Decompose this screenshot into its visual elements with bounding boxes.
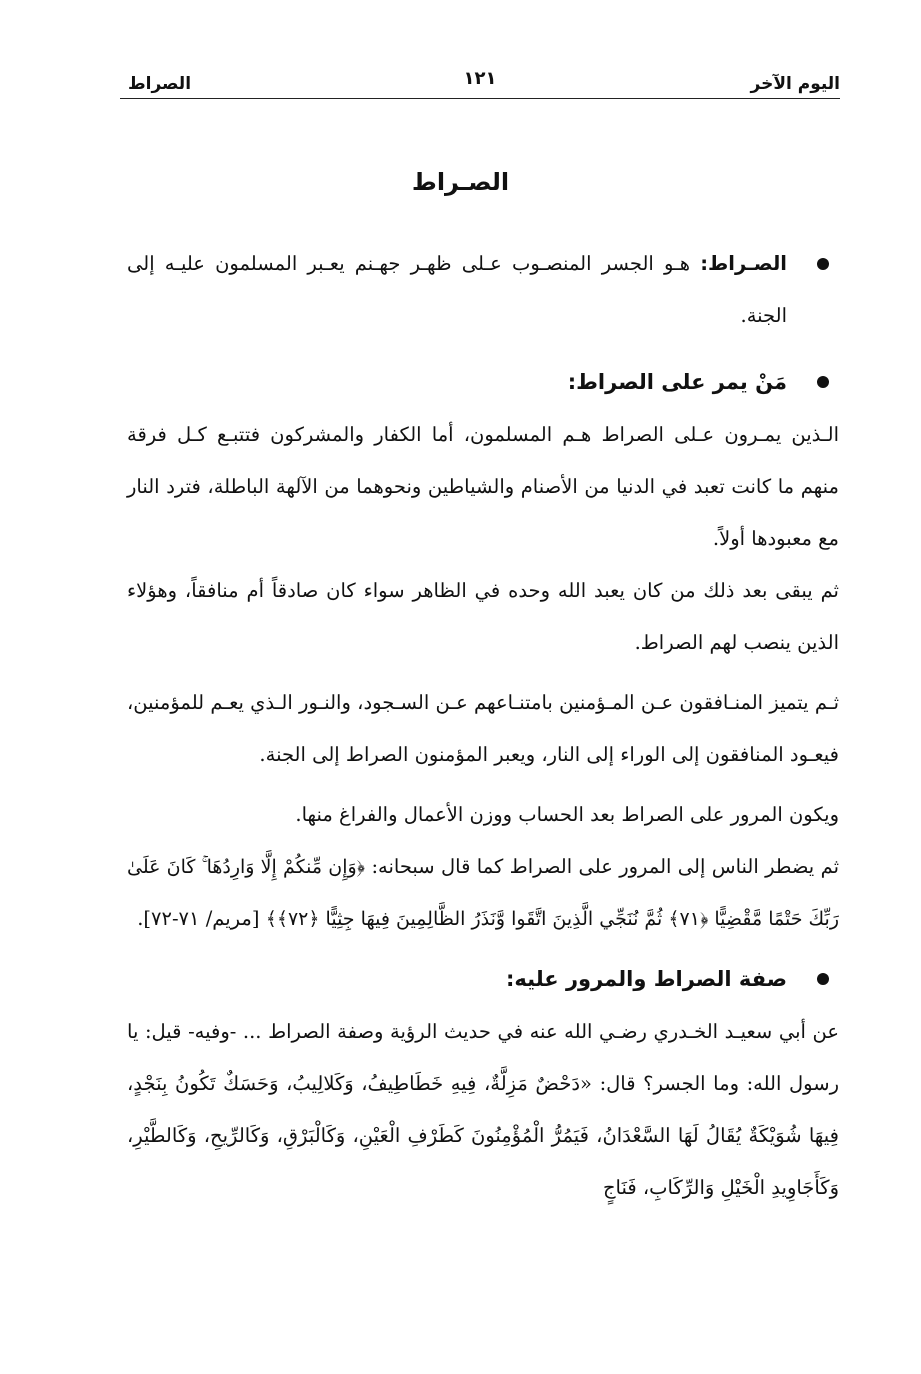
definition-item: [127, 238, 839, 342]
definition-text: هـو الجسر المنصـوب عـلى ظهـر جهـنم يعـبر المسلمون عليـه إلى الجنة.: [127, 252, 787, 327]
bullet-icon: [817, 258, 829, 270]
who-passes-heading-item: [127, 356, 839, 409]
paragraph-1: الـذين يمـرون عـلى الصراط هـم المسلمون، أما الكفار والمشركون فتتبـع كـل فرقة منهم ما كانت تعبد في الدنيا من الأصنام والشياطين ونحوهما من الآلهة الباطلة، فترد النار مع معبودها أولاً.: [127, 423, 839, 550]
quran-reference: [مريم/ ٧١-٧٢].: [137, 907, 266, 930]
who-passes-heading: مَنْ يمر على الصراط:: [567, 370, 787, 394]
page-title: الصـراط: [411, 168, 510, 196]
paragraph-5: [127, 841, 839, 945]
main-content: [127, 238, 839, 1214]
running-header: [120, 68, 840, 99]
bullet-icon: [817, 376, 829, 388]
page-number: ١٢١: [463, 68, 497, 89]
paragraph-3: ثـم يتميز المنـافقون عـن المـؤمنين بامتنـاعهم عـن السـجود، والنـور الـذي يعـم للمؤمنين، فيعـود المنافقون إلى الوراء إلى النار، ويعبر المؤمنون الصراط إلى الجنة.: [127, 691, 839, 766]
chapter-title: الصراط: [128, 74, 192, 94]
description-heading: صفة الصراط والمرور عليه:: [506, 967, 787, 991]
book-title: اليوم الآخر: [750, 74, 840, 94]
bullet-icon: [817, 973, 829, 985]
definition-term: الصـراط:: [700, 252, 787, 275]
description-heading-item: [127, 953, 839, 1006]
hadith-paragraph: عن أبي سعيـد الخـدري رضـي الله عنه في حديث الرؤية وصفة الصراط ... -وفيه- قيل: يا رسول الله: وما الجسر؟ قال: «دَحْضٌ مَزِلَّةٌ، فِيهِ خَطَاطِيفُ، وَكَلالِيبُ، وَحَسَكٌ تَكُونُ بِنَجْدٍ، فِيهَا شُوَيْكَةٌ يُقَالُ لَهَا السَّعْدَانُ، فَيَمُرُّ الْمُؤْمِنُونَ كَطَرْفِ الْعَيْنِ، وَكَالْبَرْقِ، وَكَالرِّيحِ، وَكَالطَّيْرِ، وَكَأَجَاوِيدِ الْخَيْلِ وَالرِّكَابِ، فَنَاجٍ: [127, 1020, 839, 1199]
paragraph-2: ثم يبقى بعد ذلك من كان يعبد الله وحده في الظاهر سواء كان صادقاً أم منافقاً، وهؤلاء الذين ينصب لهم الصراط.: [127, 579, 839, 654]
quran-verse: ﴿وَإِن مِّنكُمْ إِلَّا وَارِدُهَا ۚ كَانَ عَلَىٰ رَبِّكَ حَتْمًا مَّقْضِيًّا ﴿٧١﴾ ثُمَّ نُنَجِّي الَّذِينَ اتَّقَوا وَّنَذَرُ الظَّالِمِينَ فِيهَا جِثِيًّا ﴿٧٢﴾﴾: [127, 856, 839, 930]
paragraph-5-intro: ثم يضطر الناس إلى المرور على الصراط كما قال سبحانه:: [365, 855, 839, 878]
paragraph-4: ويكون المرور على الصراط بعد الحساب ووزن الأعمال والفراغ منها.: [295, 803, 839, 826]
